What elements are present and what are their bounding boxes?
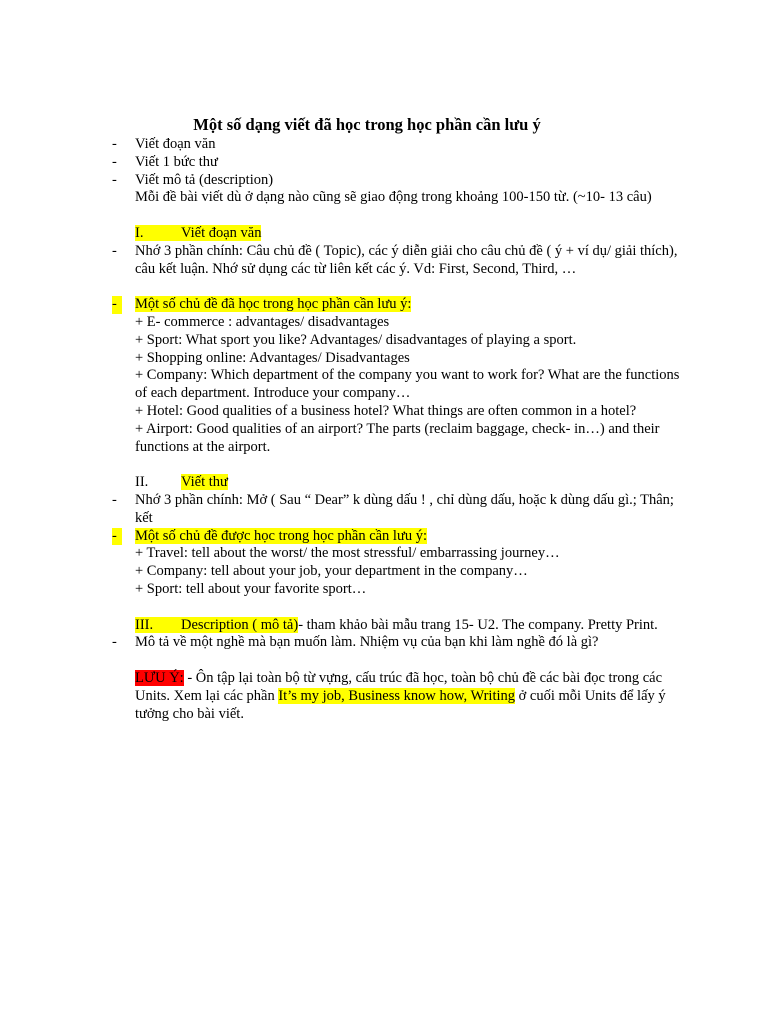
- topic-line: + Sport: What sport you like? Advantages/ disadvantages of playing a sport.: [135, 331, 577, 348]
- bullet-dash: -: [112, 491, 117, 508]
- list-item: [112, 243, 692, 279]
- topic-line: + Hotel: Good qualities of a business hotel? What things are often common in a hotel?: [135, 402, 637, 419]
- intro-item-paragraph: Viết đoạn văn: [135, 136, 216, 152]
- list-item: [112, 492, 692, 528]
- topic-line: + Travel: tell about the worst/ the most stressful/ embarrassing journey…: [135, 545, 560, 562]
- topic-line: + E- commerce : advantages/ disadvantages: [135, 313, 390, 330]
- bullet-dash: -: [112, 171, 117, 188]
- intro-item-letter: Viết 1 bức thư: [135, 153, 218, 170]
- bullet-dash: -: [112, 153, 117, 170]
- list-item: [112, 172, 692, 190]
- note-label: LƯU Ý:: [135, 669, 184, 686]
- list-item: [112, 136, 692, 154]
- bullet-dash: -: [112, 296, 122, 314]
- list-item: [112, 528, 692, 546]
- section-heading-1: I. Viết đoạn văn: [135, 224, 262, 241]
- topic-line: + Company: tell about your job, your department in the company…: [135, 563, 528, 580]
- note-highlight: It’s my job, Business know how, Writing: [278, 687, 516, 704]
- section-heading-3: III. Description ( mô tả)- tham khảo bài mẫu trang 15- U2. The company. Pretty Print.: [135, 616, 658, 633]
- section3-point: Mô tả về một nghề mà bạn muốn làm. Nhiệm vụ của bạn khi làm nghề đó là gì?: [135, 634, 599, 651]
- section-heading-2: II. Viết thư: [135, 474, 228, 491]
- section2-point: Nhớ 3 phần chính: Mở ( Sau “ Dear” k dùng dấu ! , chỉ dùng dấu, hoặc k dùng dấu gì.; Thân; kết: [135, 491, 674, 526]
- intro-note: Mỗi đề bài viết dù ở dạng nào cũng sẽ giao động trong khoảng 100-150 từ. (~10- 13 câu): [135, 189, 652, 206]
- section1-topics-heading: Một số chủ đề đã học trong học phần cần lưu ý:: [135, 296, 412, 313]
- section1-point: Nhớ 3 phần chính: Câu chủ đề ( Topic), các ý diễn giải cho câu chủ đề ( ý + ví dụ/ giải thích), câu kết luận. Nhớ sử dụng các từ liên kết các ý. Vd: First, Second, Third, …: [135, 242, 678, 277]
- note-paragraph: LƯU Ý: - Ôn tập lại toàn bộ từ vựng, cấu trúc đã học, toàn bộ chủ đề các bài đọc trong các Units. Xem lại các phần It’s my job, Business know how, Writing ở cuối mỗi Units để lấy ý tưởng cho bài viết.: [135, 669, 666, 722]
- list-item: [112, 154, 692, 172]
- document-title: Một số dạng viết đã học trong học phần cần lưu ý: [193, 115, 541, 134]
- topic-line: + Shopping online: Advantages/ Disadvantages: [135, 349, 410, 366]
- topic-line: + Airport: Good qualities of an airport? The parts (reclaim baggage, check- in…) and their functions at the airport.: [135, 420, 660, 455]
- section2-topics-heading: Một số chủ đề được học trong học phần cần lưu ý:: [135, 527, 427, 544]
- bullet-dash: -: [112, 242, 117, 259]
- intro-item-description: Viết mô tả (description): [135, 171, 274, 188]
- topic-line: + Sport: tell about your favorite sport…: [135, 580, 367, 597]
- bullet-dash: -: [112, 528, 122, 546]
- document-body: [112, 136, 692, 723]
- bullet-dash: -: [112, 634, 117, 651]
- topic-line: + Company: Which department of the company you want to work for? What are the functions of each department. Introduce your company…: [135, 367, 680, 402]
- list-item: [112, 296, 692, 314]
- list-item: [112, 634, 692, 652]
- bullet-dash: -: [112, 136, 117, 152]
